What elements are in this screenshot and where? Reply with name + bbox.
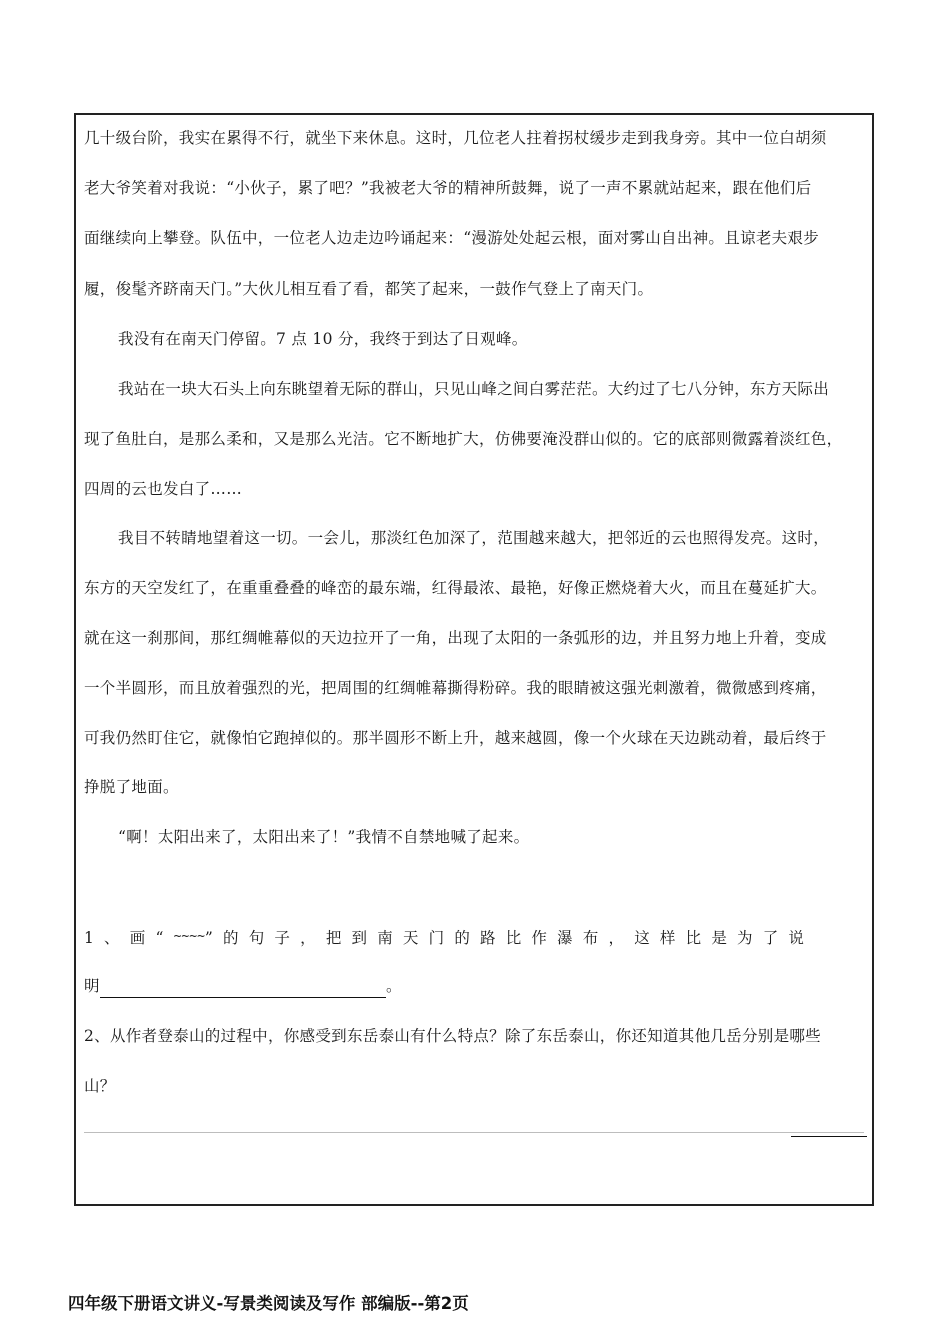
- passage-line: 一个半圆形，而且放着强烈的光，把周围的红绸帷幕撕得粉碎。我的眼睛被这强光刺激着，微微感到疼痛，: [84, 679, 827, 697]
- passage-paragraph: “啊！太阳出来了，太阳出来了！”我情不自禁地喊了起来。: [118, 828, 530, 846]
- passage-line: 我站在一块大石头上向东眺望着无际的群山，只见山峰之间白雾茫茫。大约过了七八分钟，东方天际出: [118, 380, 830, 398]
- passage-paragraph: 我没有在南天门停留。7 点 10 分，我终于到达了日观峰。: [118, 330, 528, 348]
- passage-line: 老大爷笑着对我说：“小伙子，累了吧？”我被老大爷的精神所鼓舞，说了一声不累就站起来，跟在他们后: [84, 179, 812, 197]
- answer-blank[interactable]: [100, 997, 386, 998]
- passage-line: 东方的天空发红了，在重重叠叠的峰峦的最东端，红得最浓、最艳，好像正燃烧着大火，而且在蔓延扩大。: [84, 579, 827, 597]
- question-1-end: 。: [386, 977, 402, 995]
- passage-line: 几十级台阶，我实在累得不行，就坐下来休息。这时，几位老人拄着拐杖缓步走到我身旁。其中一位白胡须: [84, 129, 827, 147]
- wavy-line-mark: ~~~~: [173, 929, 205, 944]
- answer-line-tail: [791, 1136, 867, 1137]
- question-2-line-2: 山？: [84, 1077, 116, 1095]
- passage-line: 面继续向上攀登。队伍中，一位老人边走边吟诵起来：“漫游处处起云根，面对雾山自出神。且谅老夫艰步: [84, 229, 820, 247]
- passage-line: 可我仍然盯住它，就像怕它跑掉似的。那半圆形不断上升，越来越圆，像一个火球在天边跳动着，最后终于: [84, 729, 827, 747]
- question-1-line-2: 明: [84, 977, 100, 995]
- answer-line[interactable]: [84, 1132, 864, 1133]
- question-1: [84, 927, 870, 948]
- passage-line: 我目不转睛地望着这一切。一会儿，那淡红色加深了，范围越来越大，把邻近的云也照得发亮。这时，: [118, 529, 830, 547]
- page-footer: 四年级下册语文讲义-写景类阅读及写作 部编版--第2页: [68, 1294, 469, 1313]
- question-2: 2、从作者登泰山的过程中，你感受到东岳泰山有什么特点？除了东岳泰山，你还知道其他几岳分别是哪些: [84, 1027, 821, 1045]
- passage-line: 挣脱了地面。: [84, 778, 179, 796]
- passage-line: 现了鱼肚白，是那么柔和，又是那么光洁。它不断地扩大，仿佛要淹没群山似的。它的底部则微露着淡红色，: [84, 430, 843, 448]
- passage-line: 四周的云也发白了……: [84, 480, 243, 498]
- passage-line: 履，俊髦齐跻南天门。”大伙儿相互看了看，都笑了起来，一鼓作气登上了南天门。: [84, 280, 654, 298]
- question-1-text: ”的句子，把到南天门的路比作瀑布，这样比是为了说: [204, 929, 815, 947]
- passage-line: 就在这一刹那间，那红绸帷幕似的天边拉开了一角，出现了太阳的一条弧形的边，并且努力地上升着，变成: [84, 629, 827, 647]
- question-1-prefix: 1、画“: [84, 929, 174, 947]
